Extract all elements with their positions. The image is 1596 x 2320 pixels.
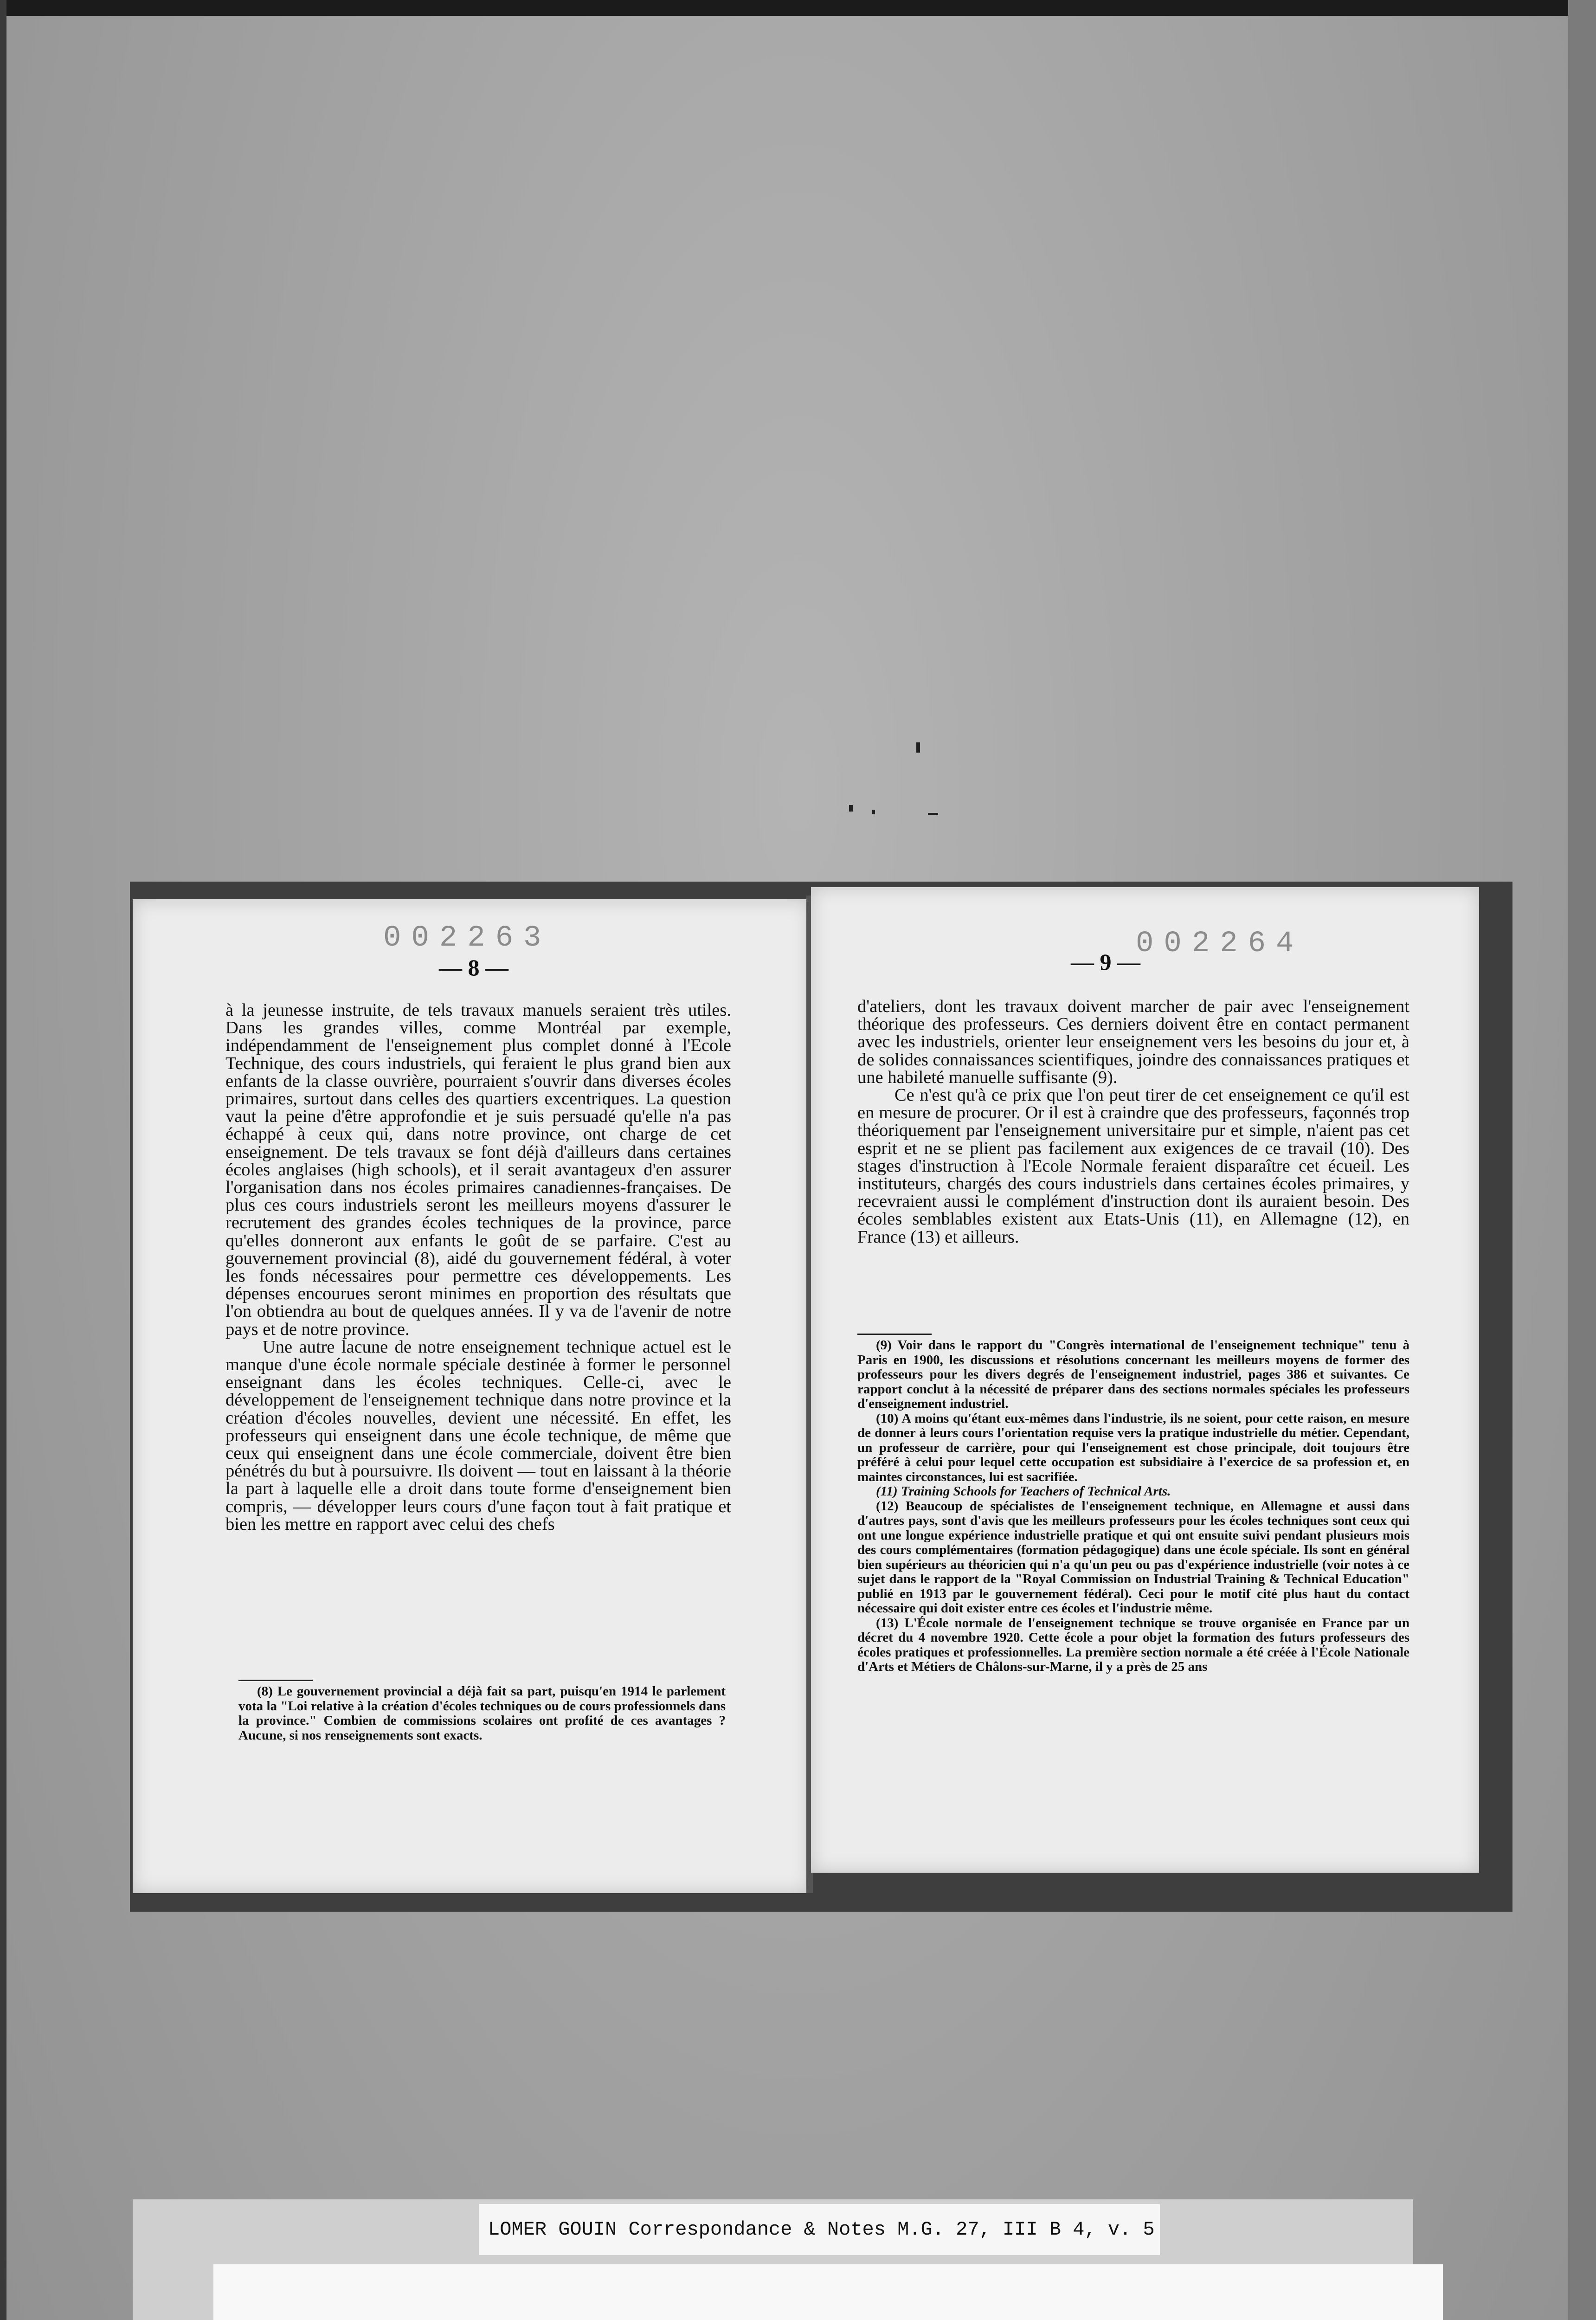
archive-stamp-number: 002263 (383, 922, 552, 955)
paragraph: à la jeunesse instruite, de tels travaux manuels seraient très utiles. Dans les grandes villes, comme Montréal par exemple, indépendamment de l'enseignement plus complet donné à l'Ecole Technique, des cours industriels, qui feraient le plus grand bien aux enfants de la classe ouvrière, pourraient s'ouvrir dans diverses écoles primaires, surtout dans celles des quartiers excentriques. La question vaut la peine d'être approfondie et je suis persuadé qu'elle n'a pas échappé à ceux qui, dans notre province, ont charge de cet enseignement. De tels travaux se font déjà d'ailleurs dans certaines écoles anglaises (high schools), et il serait avantageux d'en assurer l'organisation dans nos écoles primaires canadiennes-françaises. De plus ces cours industriels seront les meilleurs moyens d'assurer le recrutement des grandes écoles techniques de la province, parce qu'elles donneront aux enfants le goût de se parfaire. C'est au gouvernement provincial (8), aidé du gouvernement fédéral, à voter les fonds nécessaires pour permettre ces développements. Les dépenses encourues seront minimes en proportion des résultats que l'on obtiendra au bout de quelques années. Il y va de l'avenir de notre pays et de notre province. (225, 1000, 731, 1339)
speck (916, 742, 920, 753)
footnote: (8) Le gouvernement provincial a déjà fait sa part, puisqu'en 1914 le parlement vota la "Loi relative à la création d'écoles techniques ou de cours professionnels dans la province." Combien de commissions scolaires ont profité de ces avantages ? Aucune, si nos renseignements sont exacts. (238, 1684, 726, 1743)
collection-reference: LOMER GOUIN Correspondance & Notes M.G. 27, III B 4, v. 5 (488, 2218, 1155, 2241)
paragraph: Une autre lacune de notre enseignement technique actuel est le manque d'une école normale spéciale destinée à former le personnel enseignant dans les écoles techniques. Celle-ci, avec le développement de l'enseignement technique dans notre province et la création d'écoles nouvelles, devient une nécessité. En effet, les professeurs qui enseignent dans une école technique, de même que ceux qui enseignent dans une école commerciale, doivent être bien pénétrés du but à poursuivre. Ils doivent — tout en laissant à la théorie la part à laquelle elle a droit dans toute forme d'enseignement bien compris, — développer leurs cours d'une façon tout à fait pratique et bien les mettre en rapport avec celui des chefs (225, 1337, 731, 1534)
page-number: — 9 — (1071, 949, 1140, 975)
footnote-rule (238, 1680, 313, 1681)
footnote: (9) Voir dans le rapport du "Congrès international de l'enseignement technique" tenu à Paris en 1900, les discussions et résolutions concernant les meilleurs moyens de former des professeurs pour les divers degrés de l'enseignement industriel, pages 386 et suivantes. Ce rapport conclut à la nécessité de préparer dans des sections normales spéciales les professeurs d'enseignement industriel. (857, 1338, 1409, 1411)
left-page (133, 899, 810, 1893)
footnote-rule (857, 1334, 932, 1335)
paragraph: d'ateliers, dont les travaux doivent marcher de pair avec l'enseignement théorique des professeurs. Ces derniers doivent être en contact permanent avec les industriels, orienter leur enseignement vers les besoins du jour et, à de solides connaissances scientifiques, joindre des connaissances pratiques et une habileté manuelle suffisante (9). (857, 997, 1409, 1087)
footnote: (13) L'École normale de l'enseignement technique se trouve organisée en France par un décret du 4 novembre 1920. Cette école a pour objet la formation des futurs professeurs des écoles pratiques et professionnelles. La première section normale a été créée à l'École Nationale d'Arts et Métiers de Châlons-sur-Marne, il y a près de 25 ans (857, 1615, 1409, 1674)
speck (849, 805, 853, 812)
film-edge-right (1568, 0, 1596, 2320)
footnote: (10) A moins qu'étant eux-mêmes dans l'industrie, ils ne soient, pour cette raison, en mesure de donner à leurs cours l'orientation requise vers la pratique industrielle du métier. Cependant, un professeur de carrière, pour qui l'enseignement est chose principale, doit toujours être préféré à celui pour lequel cette occupation est subsidiaire à l'exercice de sa profession et, en maintes circonstances, lui est sacrifiée. (857, 1411, 1409, 1484)
footnote: (11) Training Schools for Teachers of Technical Arts. (876, 1484, 1171, 1499)
archive-label (213, 2264, 1443, 2320)
film-edge-left (0, 0, 6, 2320)
footnotes (857, 1338, 1409, 1675)
archive-stamp-number: 002264 (1136, 927, 1304, 960)
speck (928, 813, 938, 815)
page-number: — 8 — (439, 954, 508, 980)
film-edge-top (0, 0, 1596, 16)
right-page (811, 887, 1479, 1873)
speck (872, 810, 875, 814)
paragraph: Ce n'est qu'à ce prix que l'on peut tirer de cet enseignement ce qu'il est en mesure de procurer. Or il est à craindre que des professeurs, façonnés trop théoriquement par l'enseignement universitaire pur et simple, n'aient pas cet esprit et ne se plient pas facilement aux exigences de ce travail (10). Des stages d'instruction à l'Ecole Normale feraient disparaître cet écueil. Les instituteurs, chargés des cours industriels dans certaines écoles primaires, y recevraient aussi le complément d'instruction dont ils auraient besoin. Des écoles semblables existent aux Etats-Unis (11), en Allemagne (12), en France (13) et ailleurs. (857, 1085, 1409, 1247)
footnotes (238, 1684, 726, 1743)
body-text (857, 998, 1409, 1246)
footnote: (12) Beaucoup de spécialistes de l'enseignement technique, en Allemagne et aussi dans d'autres pays, sont d'avis que les meilleurs professeurs pour les écoles techniques sont ceux qui ont une longue expérience industrielle pratique et qui ont ensuite suivi pendant plusieurs mois des cours complémentaires (formation pédagogique) dans une école spéciale. Ils sont en général bien supérieurs au théoricien qui n'a qu'un peu ou pas d'expérience industrielle (voir notes à ce sujet dans le rapport de la "Royal Commission on Industrial Training & Technical Education" publié en 1913 par le gouvernement fédéral). Ceci pour le motif cité plus haut du contact nécessaire qui doit exister entre ces écoles et l'industrie même. (857, 1498, 1409, 1616)
body-text (225, 1001, 731, 1533)
